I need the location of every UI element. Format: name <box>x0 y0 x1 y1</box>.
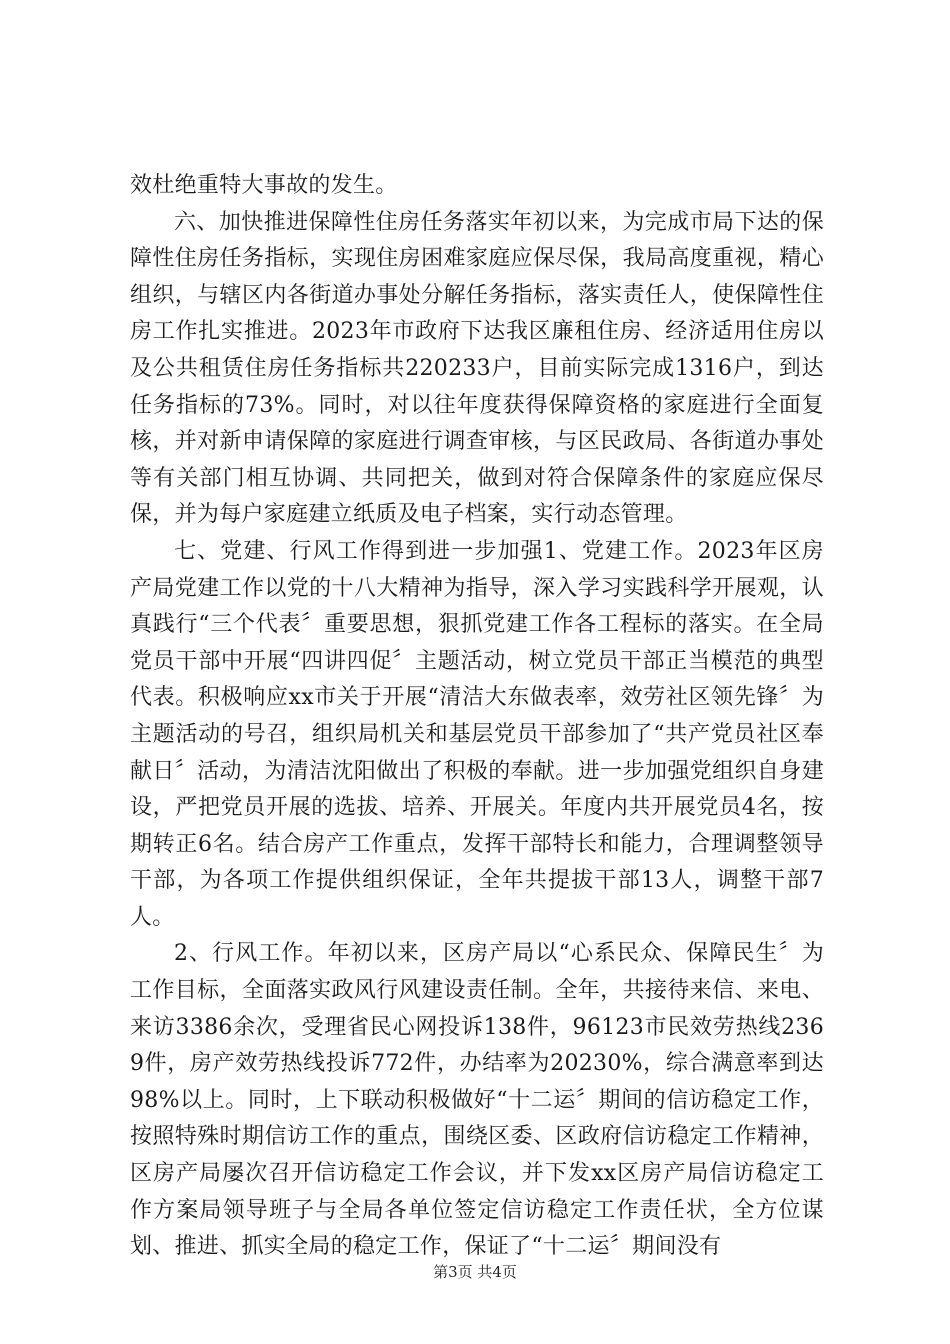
paragraph-3: 七、党建、行风工作得到进一步加强1、党建工作。2023年区房产局党建工作以党的十八大精神为指导，深入学习实践科学开展观，认真践行“三个代表〞重要思想，狠抓党建工作各工程标的落实。在全局党员干部中开展“四讲四促〞主题活动，树立党员干部正当模范的典型代表。积极响应xx市关于开展“清洁大东做表率，效劳社区领先锋〞为主题活动的号召，组织局机关和基层党员干部参加了“共产党员社区奉献日〞活动，为清洁沈阳做出了积极的奉献。进一步加强党组织自身建设，严把党员开展的选拔、培养、开展关。年度内共开展党员4名，按期转正6名。结合房产工作重点，发挥干部特长和能力，合理调整领导干部，为各项工作提供组织保证，全年共提拔干部13人，调整干部7人。 <box>130 538 824 930</box>
paragraph-1: 效杜绝重特大事故的发生。 <box>130 173 398 198</box>
paragraph-2: 六、加快推进保障性住房任务落实年初以来，为完成市局下达的保障性住房任务指标，实现住房困难家庭应保尽保，我局高度重视，精心组织，与辖区内各街道办事处分解任务指标，落实责任人，使保障性住房工作扎实推进。2023年市政府下达我区廉租住房、经济适用住房以及公共租赁住房任务指标共220233户，目前实际完成1316户，到达任务指标的73%。同时，对以往年度获得保障资格的家庭进行全面复核，并对新申请保障的家庭进行调查审核，与区民政局、各街道办事处等有关部门相互协调、共同把关，做到对符合保障条件的家庭应保尽保，并为每户家庭建立纸质及电子档案，实行动态管理。 <box>130 209 824 528</box>
paragraph-4: 2、行风工作。年初以来，区房产局以“心系民众、保障民生〞为工作目标，全面落实政风行风建设责任制。全年，共接待来信、来电、来访3386余次，受理省民心网投诉138件，96123市民效劳热线2369件，房产效劳热线投诉772件，办结率为20230%，综合满意率到达98%以上。同时，上下联动积极做好“十二运〞期间的信访稳定工作，按照特殊时期信访工作的重点，围绕区委、区政府信访稳定工作精神，区房产局屡次召开信访稳定工作会议，并下发xx区房产局信访稳定工作方案局领导班子与全局各单位签定信访稳定工作责任状，全方位谋划、推进、抓实全局的稳定工作，保证了“十二运〞期间没有 <box>130 941 824 1260</box>
page-number-footer: 第3页 共4页 <box>433 1263 517 1281</box>
document-body <box>130 168 824 1266</box>
